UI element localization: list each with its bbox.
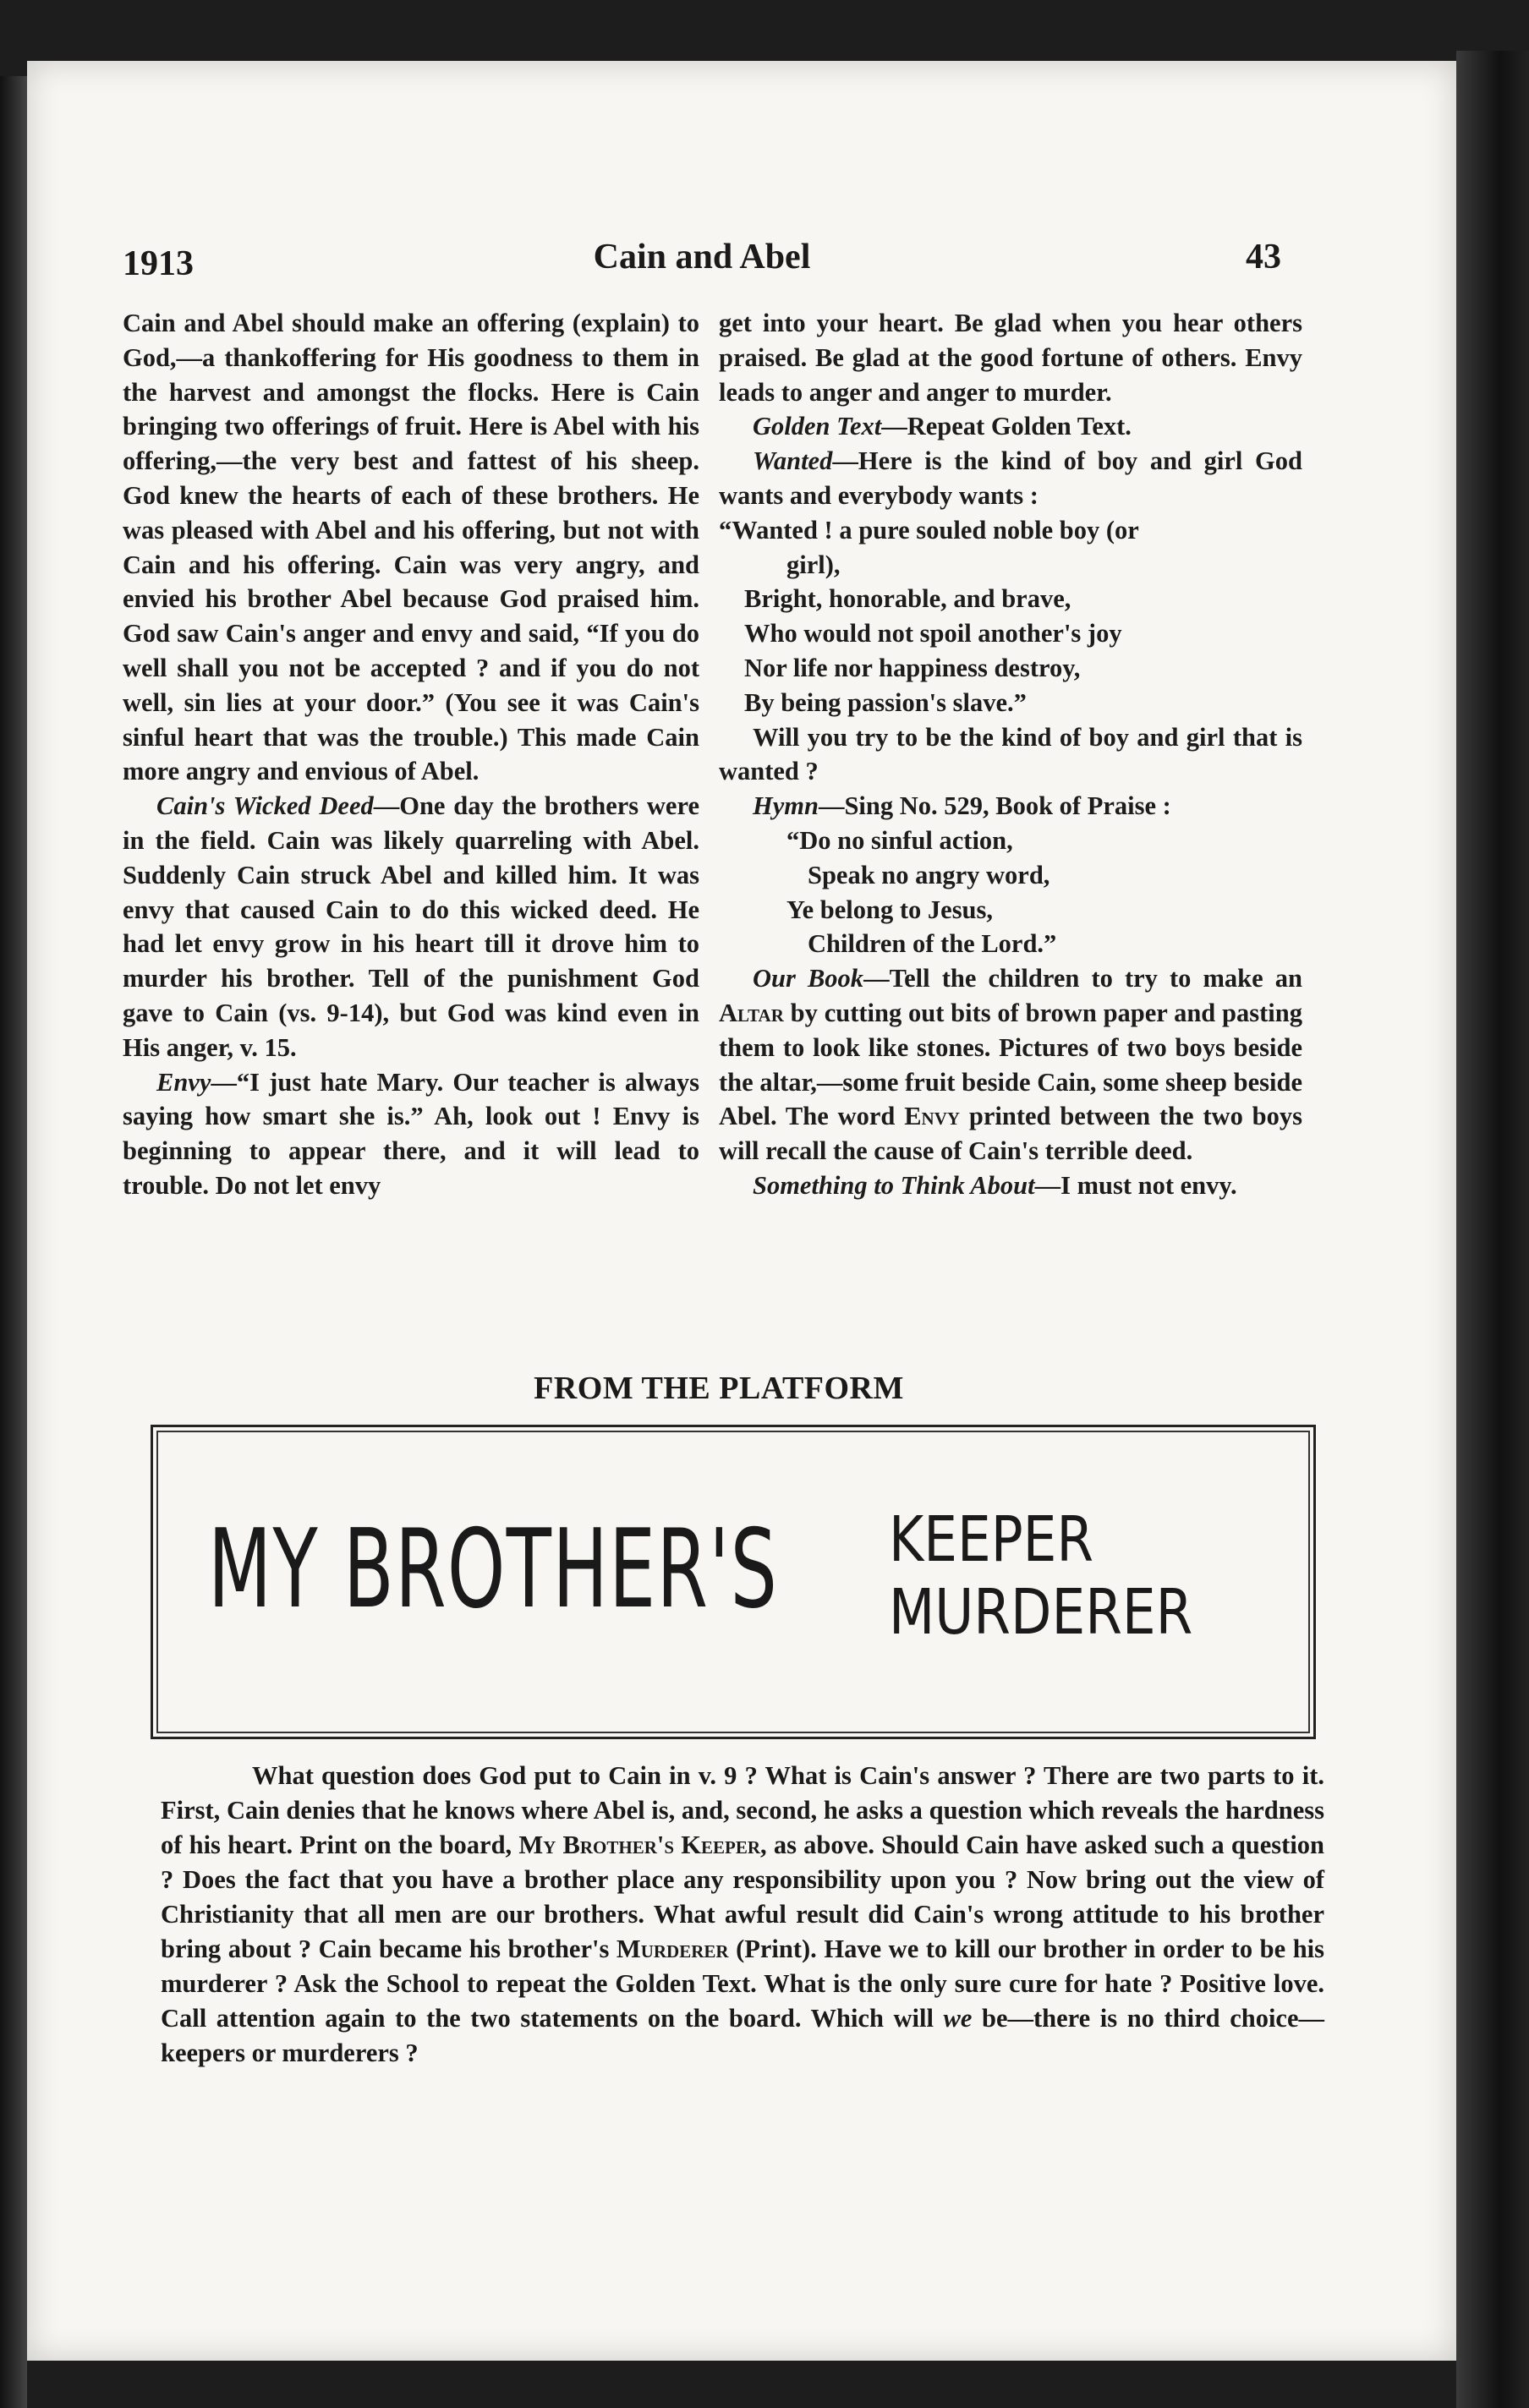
hymn-line: Ye belong to Jesus, — [786, 895, 994, 924]
platform-text — [161, 1759, 1324, 2071]
header-title: Cain and Abel — [593, 238, 811, 276]
label-wanted: Wanted — [753, 446, 833, 476]
label-envy: Envy — [156, 1067, 211, 1097]
poem-line: Nor life nor happiness destroy, — [744, 653, 1081, 682]
phrase-my-brothers-keeper: My Brother's Keeper — [518, 1831, 760, 1859]
section-heading-platform: FROM THE PLATFORM — [534, 1371, 904, 1406]
right-column — [719, 306, 1302, 1203]
poem-line: Bright, honorable, and brave, — [744, 584, 1071, 614]
paragraph-platform: What question does God put to Cain in v. 9 ? What is Cain's answer ? There are two parts to it. First, Cain denies that he knows where Abel is, and, second, he asks a question which reveals the hardness of his heart. Print on the board, My Brother's Keeper, as above. Should Cain have asked such a question ? Does the fact that you have a brother place any responsibility upon you ? Now bring out the view of Christianity that all men are our brothers. What awful result did Cain's wrong attitude to his brother bring about ? Cain became his brother's Murderer (Print). Have we to kill our brother in order to be his murderer ? Ask the School to repeat the Golden Text. What is the only sure cure for hate ? Positive love. Call attention again to the two statements on the board. Which will we be—there is no third choice—keepers or murderers ? — [161, 1761, 1325, 2067]
paragraph-will-you: Will you try to be the kind of boy and girl that is wanted ? — [719, 722, 1302, 786]
page-number: 43 — [1246, 238, 1281, 276]
word-we: we — [943, 2004, 973, 2033]
poem-line: “Wanted ! a pure souled noble boy (or — [719, 515, 1139, 545]
board-word-keeper: KEEPER — [889, 1503, 1094, 1576]
label-think-about: Something to Think About — [753, 1170, 1035, 1200]
blackboard-illustration — [151, 1425, 1316, 1739]
word-murderer: Murderer — [616, 1935, 729, 1963]
board-main-text: MY BROTHER'S — [208, 1507, 779, 1633]
paragraph-hymn: Hymn—Sing No. 529, Book of Praise : — [753, 791, 1171, 821]
paragraph-our-book: Our Book—Tell the children to try to make an Altar by cutting out bits of brown paper and pasting them to look like stones. Pictures of two boys beside the altar,—some fruit beside Cain, some sheep beside Abel. The word Envy printed between the two boys will recall the cause of Cain's terrible deed. — [719, 964, 1302, 1166]
paragraph-wicked-deed: Cain's Wicked Deed—One day the brothers were in the field. Cain was likely quarreling with Abel. Suddenly Cain struck Abel and killed him. It was envy that caused Cain to do this wicked deed. He had let envy grow in his heart till it drove him to murder his brother. Tell of the punishment God gave to Cain (vs. 9-14), but God was kind even in His anger, v. 15. — [123, 791, 699, 1062]
hymn-line: Speak no angry word, — [808, 860, 1050, 889]
paragraph-envy: Envy—“I just hate Mary. Our teacher is always saying how smart she is.” Ah, look out ! Envy is beginning to appear there, and it will lead to trouble. Do not let envy — [123, 1067, 699, 1200]
running-header — [123, 228, 1281, 287]
header-year: 1913 — [123, 244, 194, 283]
paragraph-wanted: Wanted—Here is the kind of boy and girl God wants and everybody wants : — [719, 446, 1302, 510]
hymn-line: “Do no sinful action, — [786, 825, 1013, 855]
word-envy: Envy — [904, 1102, 961, 1131]
board-word-murderer: MURDERER — [889, 1576, 1193, 1649]
label-our-book: Our Book — [753, 964, 864, 993]
label-hymn: Hymn — [753, 791, 819, 821]
left-column — [123, 306, 699, 1203]
poem-line: By being passion's slave.” — [744, 687, 1027, 717]
hymn-line: Children of the Lord.” — [808, 929, 1057, 959]
poem-line: girl), — [786, 550, 841, 579]
poem-line: Who would not spoil another's joy — [744, 619, 1122, 649]
paragraph-offering: Cain and Abel should make an offering (explain) to God,—a thankoffering for His goodness to them in the harvest and amongst the flocks. Here is Cain bringing two offerings of fruit. Here is Abel with his offering,—the very best and fattest of his sheep. God knew the hearts of each of these brothers. He was pleased with Abel and his offering, but not with Cain and his offering. Cain was very angry, and envied his brother Abel because God praised him. God saw Cain's anger and envy and said, “If you do well shall you not be accepted ? and if you do not well, sin lies at your door.” (You see it was Cain's sinful heart that was the trouble.) This made Cain more angry and envious of Abel. — [123, 309, 699, 786]
word-altar: Altar — [719, 998, 784, 1027]
page-edge-shadow — [1456, 51, 1529, 2408]
paragraph-golden-text: Golden Text—Repeat Golden Text. — [753, 412, 1132, 441]
label-wicked-deed: Cain's Wicked Deed — [156, 791, 374, 821]
paragraph-think-about: Something to Think About—I must not envy. — [753, 1170, 1237, 1200]
paragraph-heart: get into your heart. Be glad when you hear others praised. Be glad at the good fortune of others. Envy leads to anger and anger to murder. — [719, 309, 1302, 407]
label-golden-text: Golden Text — [753, 412, 882, 441]
book-spine-shadow — [0, 76, 27, 2408]
